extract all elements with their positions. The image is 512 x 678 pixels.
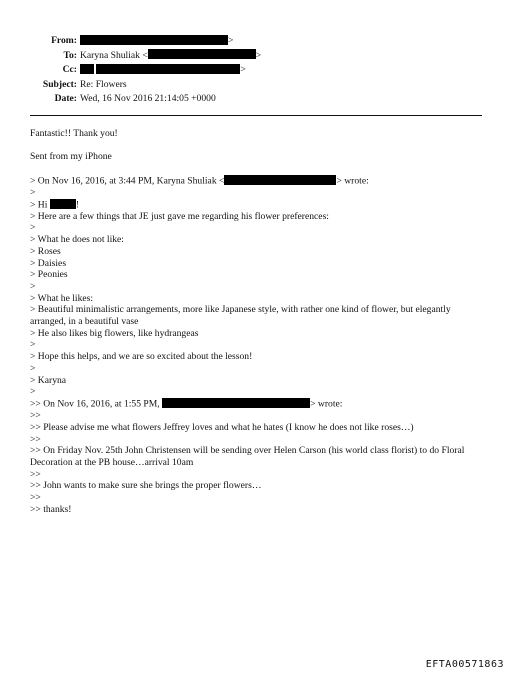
- quote-line: >: [30, 186, 36, 198]
- cc-row: [0, 63, 512, 78]
- quote-line: > Peonies: [30, 269, 68, 281]
- quote-line: >> On Friday Nov. 25th John Christensen will be sending over Helen Carson (his world class florist) to do Floral Decoration at the PB house…arrival 10am: [30, 445, 465, 468]
- date-row: [0, 92, 512, 107]
- quote-line: > He also likes big flowers, like hydrangeas: [30, 327, 199, 339]
- quote-line: > Hope this helps, and we are so excited about the lesson!: [30, 351, 253, 363]
- quote-line: >>: [30, 433, 41, 445]
- header-divider: [30, 115, 482, 116]
- from-value: >: [80, 34, 233, 49]
- quote-line: >: [30, 339, 36, 351]
- quote-line: >> thanks!: [30, 503, 72, 515]
- quote-line: >>: [30, 468, 41, 480]
- subject-row: [0, 78, 512, 93]
- quote-line: > Roses: [30, 245, 61, 257]
- cc-value: >: [80, 63, 246, 78]
- subject-value: Re: Flowers: [80, 78, 127, 90]
- date-label: Date:: [54, 93, 77, 105]
- date-value: Wed, 16 Nov 2016 21:14:05 +0000: [80, 93, 216, 105]
- quote-line: >: [30, 386, 36, 398]
- quote-line: >: [30, 222, 36, 234]
- quote-line: > What he does not like:: [30, 234, 124, 246]
- quote-line: >: [30, 362, 36, 374]
- document-id: EFTA00571863: [425, 659, 504, 670]
- quote-line: >>: [30, 410, 41, 422]
- redaction: [148, 49, 256, 59]
- to-row: [0, 49, 512, 64]
- quote-line: > Beautiful minimalistic arrangements, more like Japanese style, with rather one kind of flower, but elegantly arranged, in a beautiful vase: [30, 304, 451, 328]
- quote-line: >>: [30, 492, 41, 504]
- redaction: [162, 398, 310, 408]
- quote-line: >: [30, 280, 36, 292]
- from-label: From:: [51, 35, 77, 46]
- from-row: [0, 34, 512, 49]
- email-header: [0, 34, 512, 107]
- cc-label: Cc:: [62, 64, 77, 76]
- quote-line: >> John wants to make sure she brings the proper flowers…: [30, 480, 262, 492]
- reply-text: Fantastic!! Thank you!: [30, 128, 118, 139]
- quote-line: > Karyna: [30, 374, 67, 386]
- quote-line: > What he likes:: [30, 292, 94, 304]
- quote-line: >> Please advise me what flowers Jeffrey loves and what he hates (I know he does not like roses…): [30, 421, 414, 433]
- quote-header: >> On Nov 16, 2016, at 1:55 PM, > wrote:: [30, 398, 343, 410]
- redaction: [80, 64, 94, 74]
- quote-line: > Daisies: [30, 257, 67, 269]
- subject-label: Subject:: [42, 78, 77, 90]
- signature: Sent from my iPhone: [30, 151, 112, 163]
- quote-line: > Hi !: [30, 199, 80, 210]
- redaction: [50, 199, 76, 209]
- to-label: To:: [63, 49, 77, 61]
- quote-line: > Here are a few things that JE just gave me regarding his flower preferences:: [30, 210, 329, 222]
- redaction: [96, 64, 240, 74]
- redaction: [224, 175, 336, 185]
- email-body: [30, 128, 482, 515]
- to-value: Karyna Shuliak < >: [80, 49, 262, 61]
- quote-header: > On Nov 16, 2016, at 3:44 PM, Karyna Shuliak < > wrote:: [30, 175, 369, 187]
- redaction: [80, 35, 228, 45]
